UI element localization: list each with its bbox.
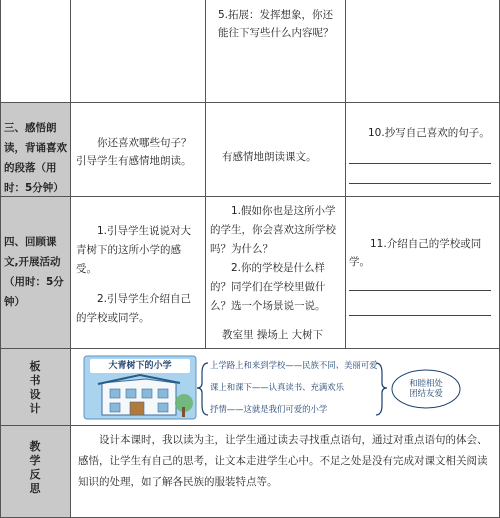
column-divider [345,0,346,348]
board-line-1: 上学路上和来到学校——民族不同、美丽可爱 [210,360,378,370]
writing-line [349,183,491,184]
section4-teacher-activity-2: 2.引导学生介绍自己的学校或同学。 [76,293,192,324]
section3-student-activity: 有感情地朗读课文。 [222,151,317,163]
section4-teacher-activity-1: 1.引导学生说说对大青树下的这所小学的感受。 [76,225,192,275]
board-title: 大青树下的小学 [90,359,190,373]
reflection-heading: 教学反思 [29,440,41,495]
writing-line [349,290,491,291]
extension-prompt: 5.拓展：发挥想象，你还能往下写些什么内容呢？ [218,9,334,39]
board-ellipse-text: 和睦相处 团结友爱 [409,378,443,398]
column-divider [205,0,206,348]
board-line-3: 抒情——这就是我们可爱的小学 [210,404,328,414]
section3-teacher-activity: 你还喜欢哪些句子？引导学生有感情地朗读。 [76,137,192,167]
table-left-border [0,0,1,518]
top-left-cell [1,0,70,102]
section4-student-activity-1: 1.假如你也是这所小学的学生，你会喜欢这所学校吗？为什么？ [210,205,336,255]
section4-heading: 四、回顾课文,开展活动（用时：5分钟） [4,236,64,308]
section3-exercise: 10.抄写自己喜欢的句子。 [368,127,490,139]
row-divider [0,348,500,349]
board-line-2: 课上和课下——认真读书、充满欢乐 [210,382,344,392]
section4-exercise: 11.介绍自己的学校或同学。 [349,238,482,268]
board-heading: 板书设计 [29,360,41,415]
reflection-text: 设计本课时，我以读为主，让学生通过读去寻找重点语句，通过对重点语句的体会、感悟，让学生有自己的思考，让文本走进学生心中。不足之处是没有完成对课文相关阅读知识的处理，如了解各民族的服装特点等。 [78,434,488,488]
writing-line [349,163,491,164]
section4-scene-options: 教室里 操场上 大树下 [222,329,324,341]
row-divider [0,102,500,103]
writing-line [349,315,491,316]
row-divider [0,425,500,426]
column-divider [70,0,71,518]
section4-student-activity-2: 2.你的学校是什么样的？同学们在学校里做什么？选一个场景说一说。 [210,262,326,312]
board-design-illustration [80,353,496,422]
row-divider [0,196,500,197]
section3-heading: 三、感悟朗读，背诵喜欢的段落（用时：5分钟） [4,122,67,194]
